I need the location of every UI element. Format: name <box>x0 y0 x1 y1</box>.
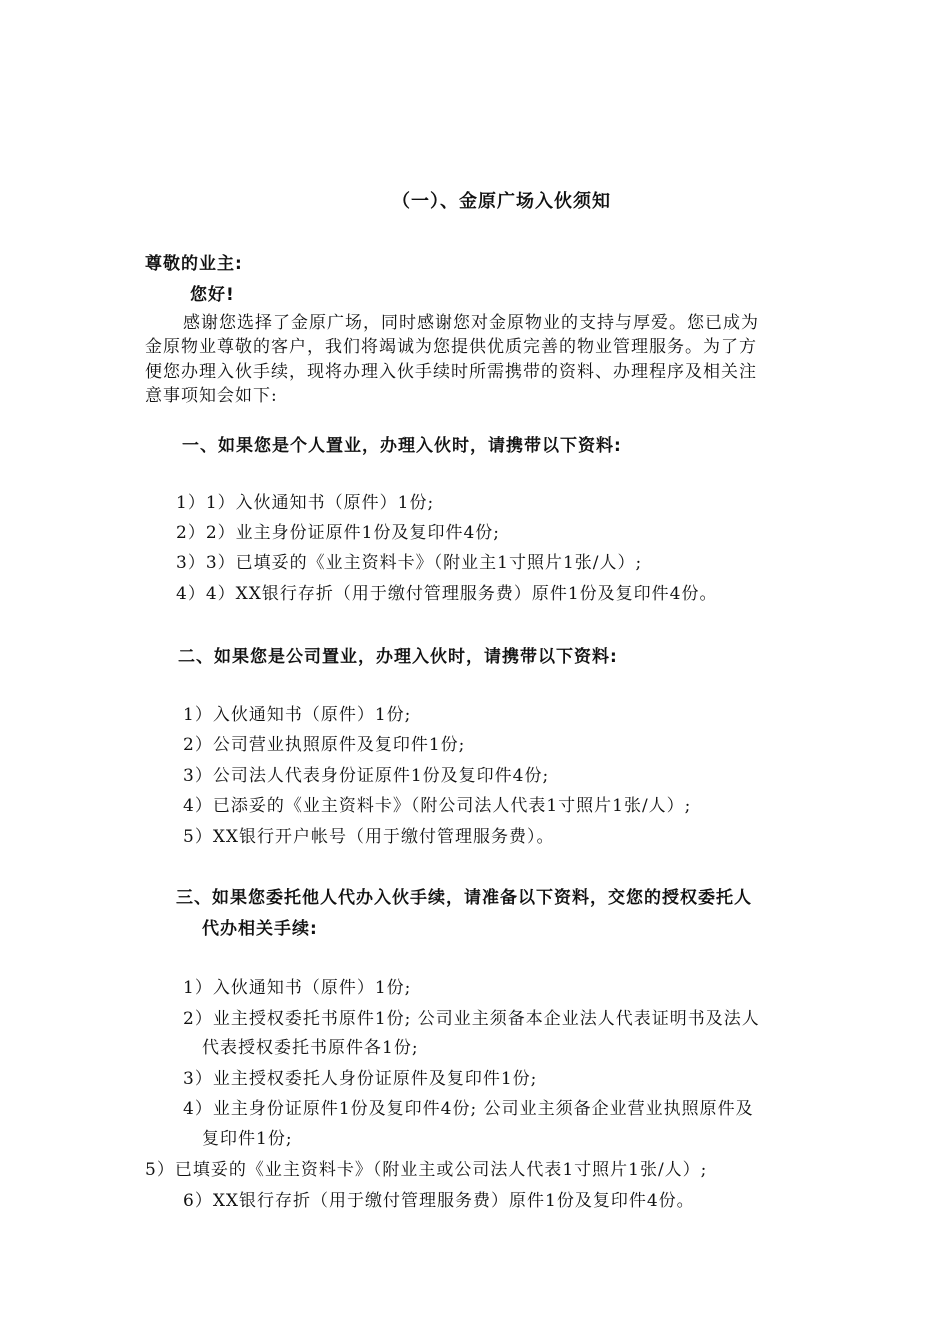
section3-item: 5）已填妥的《业主资料卡》（附业主或公司法人代表1寸照片1张/人）; <box>145 1160 708 1180</box>
section3-heading-continued: 代办相关手续: <box>202 919 318 939</box>
intro-line-4: 意事项知会如下: <box>145 386 278 406</box>
salutation: 尊敬的业主: <box>145 254 243 274</box>
intro-line-3: 便您办理入伙手续，现将办理入伙手续时所需携带的资料、办理程序及相关注 <box>145 362 757 382</box>
greeting: 您好! <box>190 285 235 305</box>
section3-item: 3）业主授权委托人身份证原件及复印件1份; <box>183 1069 538 1089</box>
section3-item-continued: 代表授权委托书原件各1份; <box>202 1038 419 1058</box>
section1-item: 1）1）入伙通知书（原件）1份; <box>176 493 435 513</box>
section2-heading: 二、如果您是公司置业，办理入伙时，请携带以下资料: <box>178 647 618 667</box>
intro-line-1: 感谢您选择了金原广场，同时感谢您对金原物业的支持与厚爱。您已成为 <box>183 313 759 333</box>
section3-item: 4）业主身份证原件1份及复印件4份; 公司业主须备企业营业执照原件及 <box>183 1099 754 1119</box>
section3-item: 2）业主授权委托书原件1份; 公司业主须备本企业法人代表证明书及法人 <box>183 1009 760 1029</box>
section2-item: 1）入伙通知书（原件）1份; <box>183 705 412 725</box>
section1-item: 2）2）业主身份证原件1份及复印件4份; <box>176 523 500 543</box>
section1-heading: 一、如果您是个人置业，办理入伙时，请携带以下资料: <box>182 436 622 456</box>
document-title: （一）、金原广场入伙须知 <box>392 191 611 212</box>
intro-line-2: 金原物业尊敬的客户，我们将竭诚为您提供优质完善的物业管理服务。为了方 <box>145 337 757 357</box>
section3-item-continued: 复印件1份; <box>202 1129 293 1149</box>
section1-item: 4）4）XX银行存折（用于缴付管理服务费）原件1份及复印件4份。 <box>176 584 718 604</box>
section2-item: 2）公司营业执照原件及复印件1份; <box>183 735 466 755</box>
section3-heading: 三、如果您委托他人代办入伙手续，请准备以下资料，交您的授权委托人 <box>176 888 752 908</box>
section2-item: 3）公司法人代表身份证原件1份及复印件4份; <box>183 766 550 786</box>
section1-item: 3）3）已填妥的《业主资料卡》（附业主1寸照片1张/人）; <box>176 553 643 573</box>
section3-item: 1）入伙通知书（原件）1份; <box>183 978 412 998</box>
section2-item: 5）XX银行开户帐号（用于缴付管理服务费）。 <box>183 827 555 847</box>
section2-item: 4）已添妥的《业主资料卡》（附公司法人代表1寸照片1张/人）; <box>183 796 692 816</box>
section3-item: 6）XX银行存折（用于缴付管理服务费）原件1份及复印件4份。 <box>183 1191 695 1211</box>
